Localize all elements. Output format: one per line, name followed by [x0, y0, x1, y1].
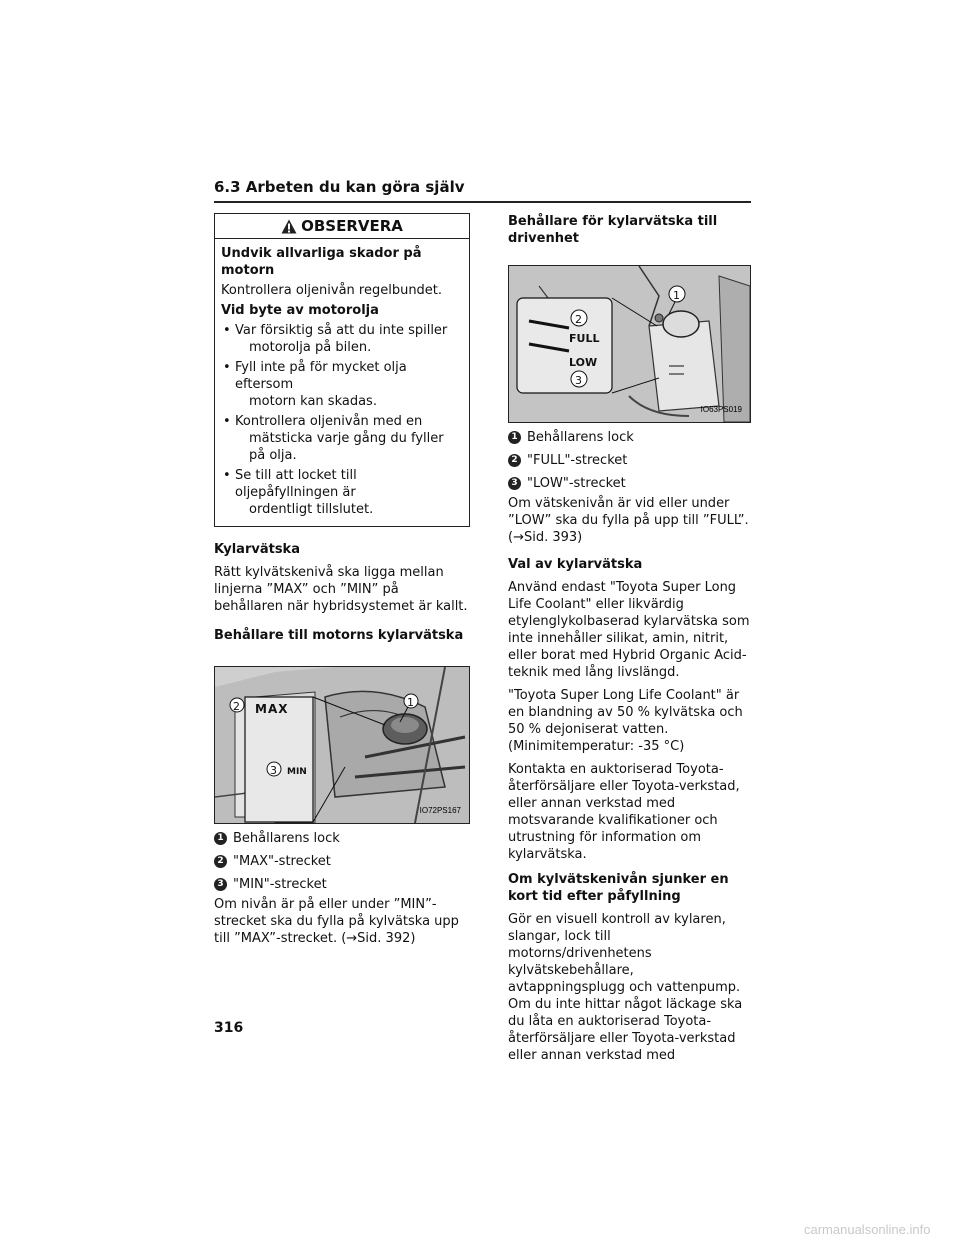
- bullet-text: motorn kan skadas.: [249, 394, 377, 409]
- callout-item: [214, 853, 470, 870]
- observera-heading-2: Vid byte av motorolja: [221, 303, 379, 318]
- callout-text: Behållarens lock: [527, 430, 634, 445]
- callout-number-3: 3: [575, 374, 582, 387]
- section-header: [214, 178, 751, 203]
- callout-number-2: 2: [233, 700, 240, 713]
- observera-bullet: • Var försiktig så att du inte spiller motorolja på bilen.: [221, 322, 463, 356]
- observera-title: OBSERVERA: [301, 216, 403, 235]
- callout-item: [214, 876, 470, 893]
- full-label: FULL: [569, 332, 600, 345]
- observera-heading-1: Undvik allvarliga skador på motorn: [221, 246, 422, 278]
- header-divider: [214, 201, 751, 203]
- callout-overlay: [215, 667, 469, 823]
- engine-coolant-subheading: Behållare till motorns kylarvätska: [214, 628, 464, 643]
- bullet-text: Fyll inte på för mycket olja eftersom: [235, 360, 407, 392]
- figure-code: IO72PS167: [419, 806, 461, 815]
- callout-text: "FULL"-strecket: [527, 453, 628, 468]
- bullet-text: Kontrollera oljenivån med en: [235, 414, 423, 429]
- callout-overlay: [509, 266, 750, 422]
- callout-text: "MIN"-strecket: [233, 877, 327, 892]
- callout-number: 1: [508, 431, 521, 444]
- drive-coolant-figure: [508, 265, 751, 423]
- observera-text-1: Kontrollera oljenivån regelbundet.: [221, 283, 443, 298]
- callout-text: "LOW"-strecket: [527, 476, 626, 491]
- engine-coolant-figure: [214, 666, 470, 824]
- coolant-intro: Rätt kylvätskenivå ska ligga mellan linjerna ”MAX” och ”MIN” på behållaren när hybridsystemet är kallt.: [214, 565, 468, 614]
- level-drop-heading: Om kylvätskenivån sjunker en kort tid efter påfyllning: [508, 872, 729, 904]
- page-number: 316: [214, 1020, 244, 1036]
- max-label: MAX: [255, 702, 289, 716]
- callout-number: 2: [508, 454, 521, 467]
- drive-coolant-subheading: Behållare för kylarvätska till drivenhet: [508, 214, 718, 246]
- callout-text: Behållarens lock: [233, 831, 340, 846]
- footer-watermark[interactable]: carmanualsonline.info: [804, 1222, 931, 1237]
- drive-coolant-note: Om vätskenivån är vid eller under ”LOW” ska du fylla på upp till ”FULL”. (→Sid. 393): [508, 496, 749, 545]
- mixture-text: "Toyota Super Long Life Coolant" är en blandning av 50 % kylvätska och 50 % dejoniserat vatten. (Minimitemperatur: -35 °C): [508, 688, 743, 754]
- observera-bullet: • Kontrollera oljenivån med en mätsticka varje gång du fyller på olja.: [221, 413, 463, 464]
- right-column: [508, 213, 751, 1064]
- callout-number: 3: [508, 477, 521, 490]
- bullet-text: ordentligt tillslutet.: [249, 502, 374, 517]
- callout-number-1: 1: [673, 289, 680, 302]
- bullet-text: motorolja på bilen.: [249, 340, 372, 355]
- callout-item: [508, 475, 751, 492]
- callout-number: 2: [214, 855, 227, 868]
- callout-number-2: 2: [575, 313, 582, 326]
- observera-body: [215, 239, 469, 526]
- callout-number: 3: [214, 878, 227, 891]
- engine-coolant-note: Om nivån är på eller under ”MIN”-strecket ska du fylla på kylvätska upp till ”MAX”-strecket. (→Sid. 392): [214, 897, 459, 946]
- level-drop-text: Gör en visuell kontroll av kylaren, slangar, lock till motorns/drivenhetens kylvätskebehållare, avtappningsplugg och vattenpump. Om du inte hittar något läckage ska du låta en auktoriserad Toyota-återförsäljare eller Toyota-verkstad eller annan verkstad med: [508, 912, 743, 1063]
- observera-header: [215, 214, 469, 239]
- callout-number-1: 1: [407, 696, 414, 709]
- callout-item: [508, 452, 751, 469]
- observera-box: [214, 213, 470, 527]
- bullet-text: Var försiktig så att du inte spiller: [235, 323, 448, 338]
- observera-bullet: • Fyll inte på för mycket olja eftersom motorn kan skadas.: [221, 359, 463, 410]
- observera-bullet: • Se till att locket till oljepåfyllningen är ordentligt tillslutet.: [221, 467, 463, 518]
- figure-code: IO63PS019: [700, 405, 742, 414]
- coolant-heading: Kylarvätska: [214, 542, 300, 557]
- warning-icon: [281, 219, 297, 234]
- drive-callout-list: [508, 429, 751, 492]
- low-label: LOW: [569, 356, 598, 369]
- callout-item: [508, 429, 751, 446]
- contact-text: Kontakta en auktoriserad Toyota-återförsäljare eller Toyota-verkstad, eller annan verkstad med motsvarande kvalifikationer och utrustning för information om kylarvätska.: [508, 762, 740, 862]
- choice-text: Använd endast "Toyota Super Long Life Coolant" eller likvärdig etylenglykolbaserad kylarvätska som inte innehåller silikat, amin, nitrit, eller borat med Hybrid Organic Acid-teknik med lång livslängd.: [508, 580, 750, 680]
- callout-text: "MAX"-strecket: [233, 854, 331, 869]
- callout-number: 1: [214, 832, 227, 845]
- callout-number-3: 3: [270, 764, 277, 777]
- choice-heading: Val av kylarvätska: [508, 557, 643, 572]
- engine-callout-list: [214, 830, 470, 893]
- left-column: [214, 213, 470, 947]
- min-label: MIN: [287, 767, 307, 777]
- bullet-text: mätsticka varje gång du fyller på olja.: [249, 431, 444, 463]
- bullet-text: Se till att locket till oljepåfyllningen är: [235, 468, 357, 500]
- callout-item: [214, 830, 470, 847]
- section-title: 6.3 Arbeten du kan göra själv: [214, 178, 465, 196]
